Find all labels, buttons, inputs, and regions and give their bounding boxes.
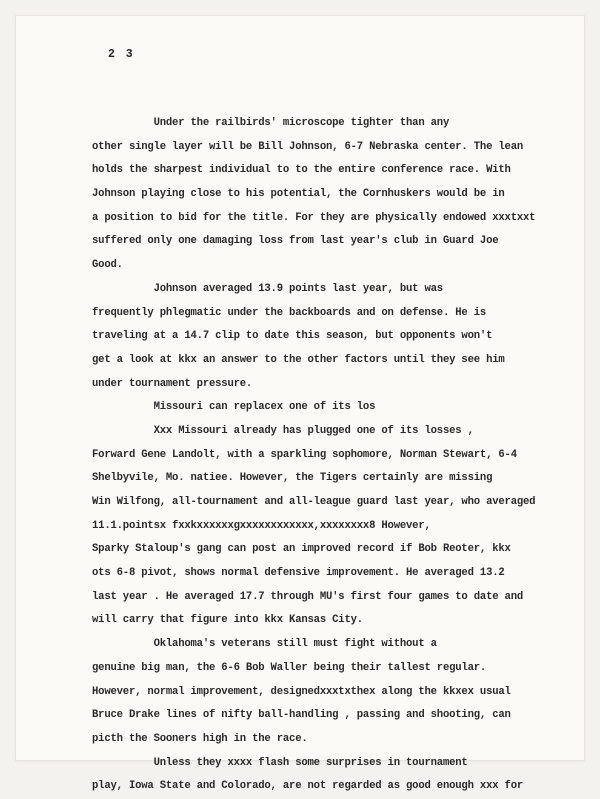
document-page bbox=[16, 16, 584, 793]
text-line: traveling at a 14.7 clip to date this season, but opponents won't bbox=[92, 330, 493, 343]
text-line: frequently phlegmatic under the backboards and on defense. He is bbox=[92, 306, 487, 319]
text-line: Win Wilfong, all-tournament and all-league guard last year, who averaged bbox=[92, 496, 536, 508]
text-line: Bruce Drake lines of nifty ball-handling , passing and shooting, can bbox=[92, 709, 511, 722]
text-line: Under the railbirds' microscope tighter than any bbox=[92, 117, 450, 129]
text-line: other single layer will be Bill Johnson, 6-7 Nebraska center. The lean bbox=[92, 140, 524, 153]
text-line: Shelbyvile, Mo. natiee. However, the Tigers certainly are missing bbox=[92, 472, 493, 485]
page-number: 2 3 bbox=[108, 48, 135, 61]
typed-text-body bbox=[92, 112, 592, 799]
text-line: holds the sharpest individual to to the entire conference race. With bbox=[92, 164, 511, 177]
text-line: under tournament pressure. bbox=[92, 377, 253, 390]
text-line: genuine big man, the 6-6 Bob Waller being their tallest regular. bbox=[92, 661, 487, 674]
text-line: will carry that figure into kkx Kansas City. bbox=[92, 614, 363, 627]
text-line: Missouri can replacex one of its los bbox=[92, 401, 376, 414]
text-line: Johnson playing close to his potential, the Cornhuskers would be in bbox=[92, 188, 505, 201]
text-line: picth the Sooners high in the race. bbox=[92, 732, 308, 745]
text-line: Xxx Missouri already has plugged one of its losses , bbox=[92, 424, 474, 437]
text-line: Oklahoma's veterans still must fight without a bbox=[92, 638, 437, 651]
text-line: Forward Gene Landolt, with a sparkling sophomore, Norman Stewart, 6-4 bbox=[92, 448, 517, 461]
text-line: However, normal improvement, designedxxxtxthex along the kkxex usual bbox=[92, 685, 511, 698]
text-line: Unless they xxxx flash some surprises in tournament bbox=[92, 756, 468, 769]
text-line: ots 6-8 pivot, shows normal defensive improvement. He averaged 13.2 bbox=[92, 567, 505, 580]
text-line: get a look at kkx an answer to the other factors until they see him bbox=[92, 353, 505, 366]
text-line: Sparky Staloup's gang can post an improved record if Bob Reoter, kkx bbox=[92, 543, 511, 556]
text-line: Good. bbox=[92, 259, 123, 272]
text-line: a position to bid for the title. For they are physically endowed xxxtxxt bbox=[92, 211, 536, 224]
text-line: suffered only one damaging loss from last year's club in Guard Joe bbox=[92, 235, 499, 248]
text-line: last year . He averaged 17.7 through MU's first four games to date and bbox=[92, 590, 524, 603]
text-line: play, Iowa State and Colorado, are not regarded as good enough xxx for bbox=[92, 780, 524, 793]
text-line: Johnson averaged 13.9 points last year, but was bbox=[92, 282, 443, 295]
text-line: 11.1.pointsx fxxkxxxxxxgxxxxxxxxxxxx,xxxxxxxx8 However, bbox=[92, 519, 431, 532]
